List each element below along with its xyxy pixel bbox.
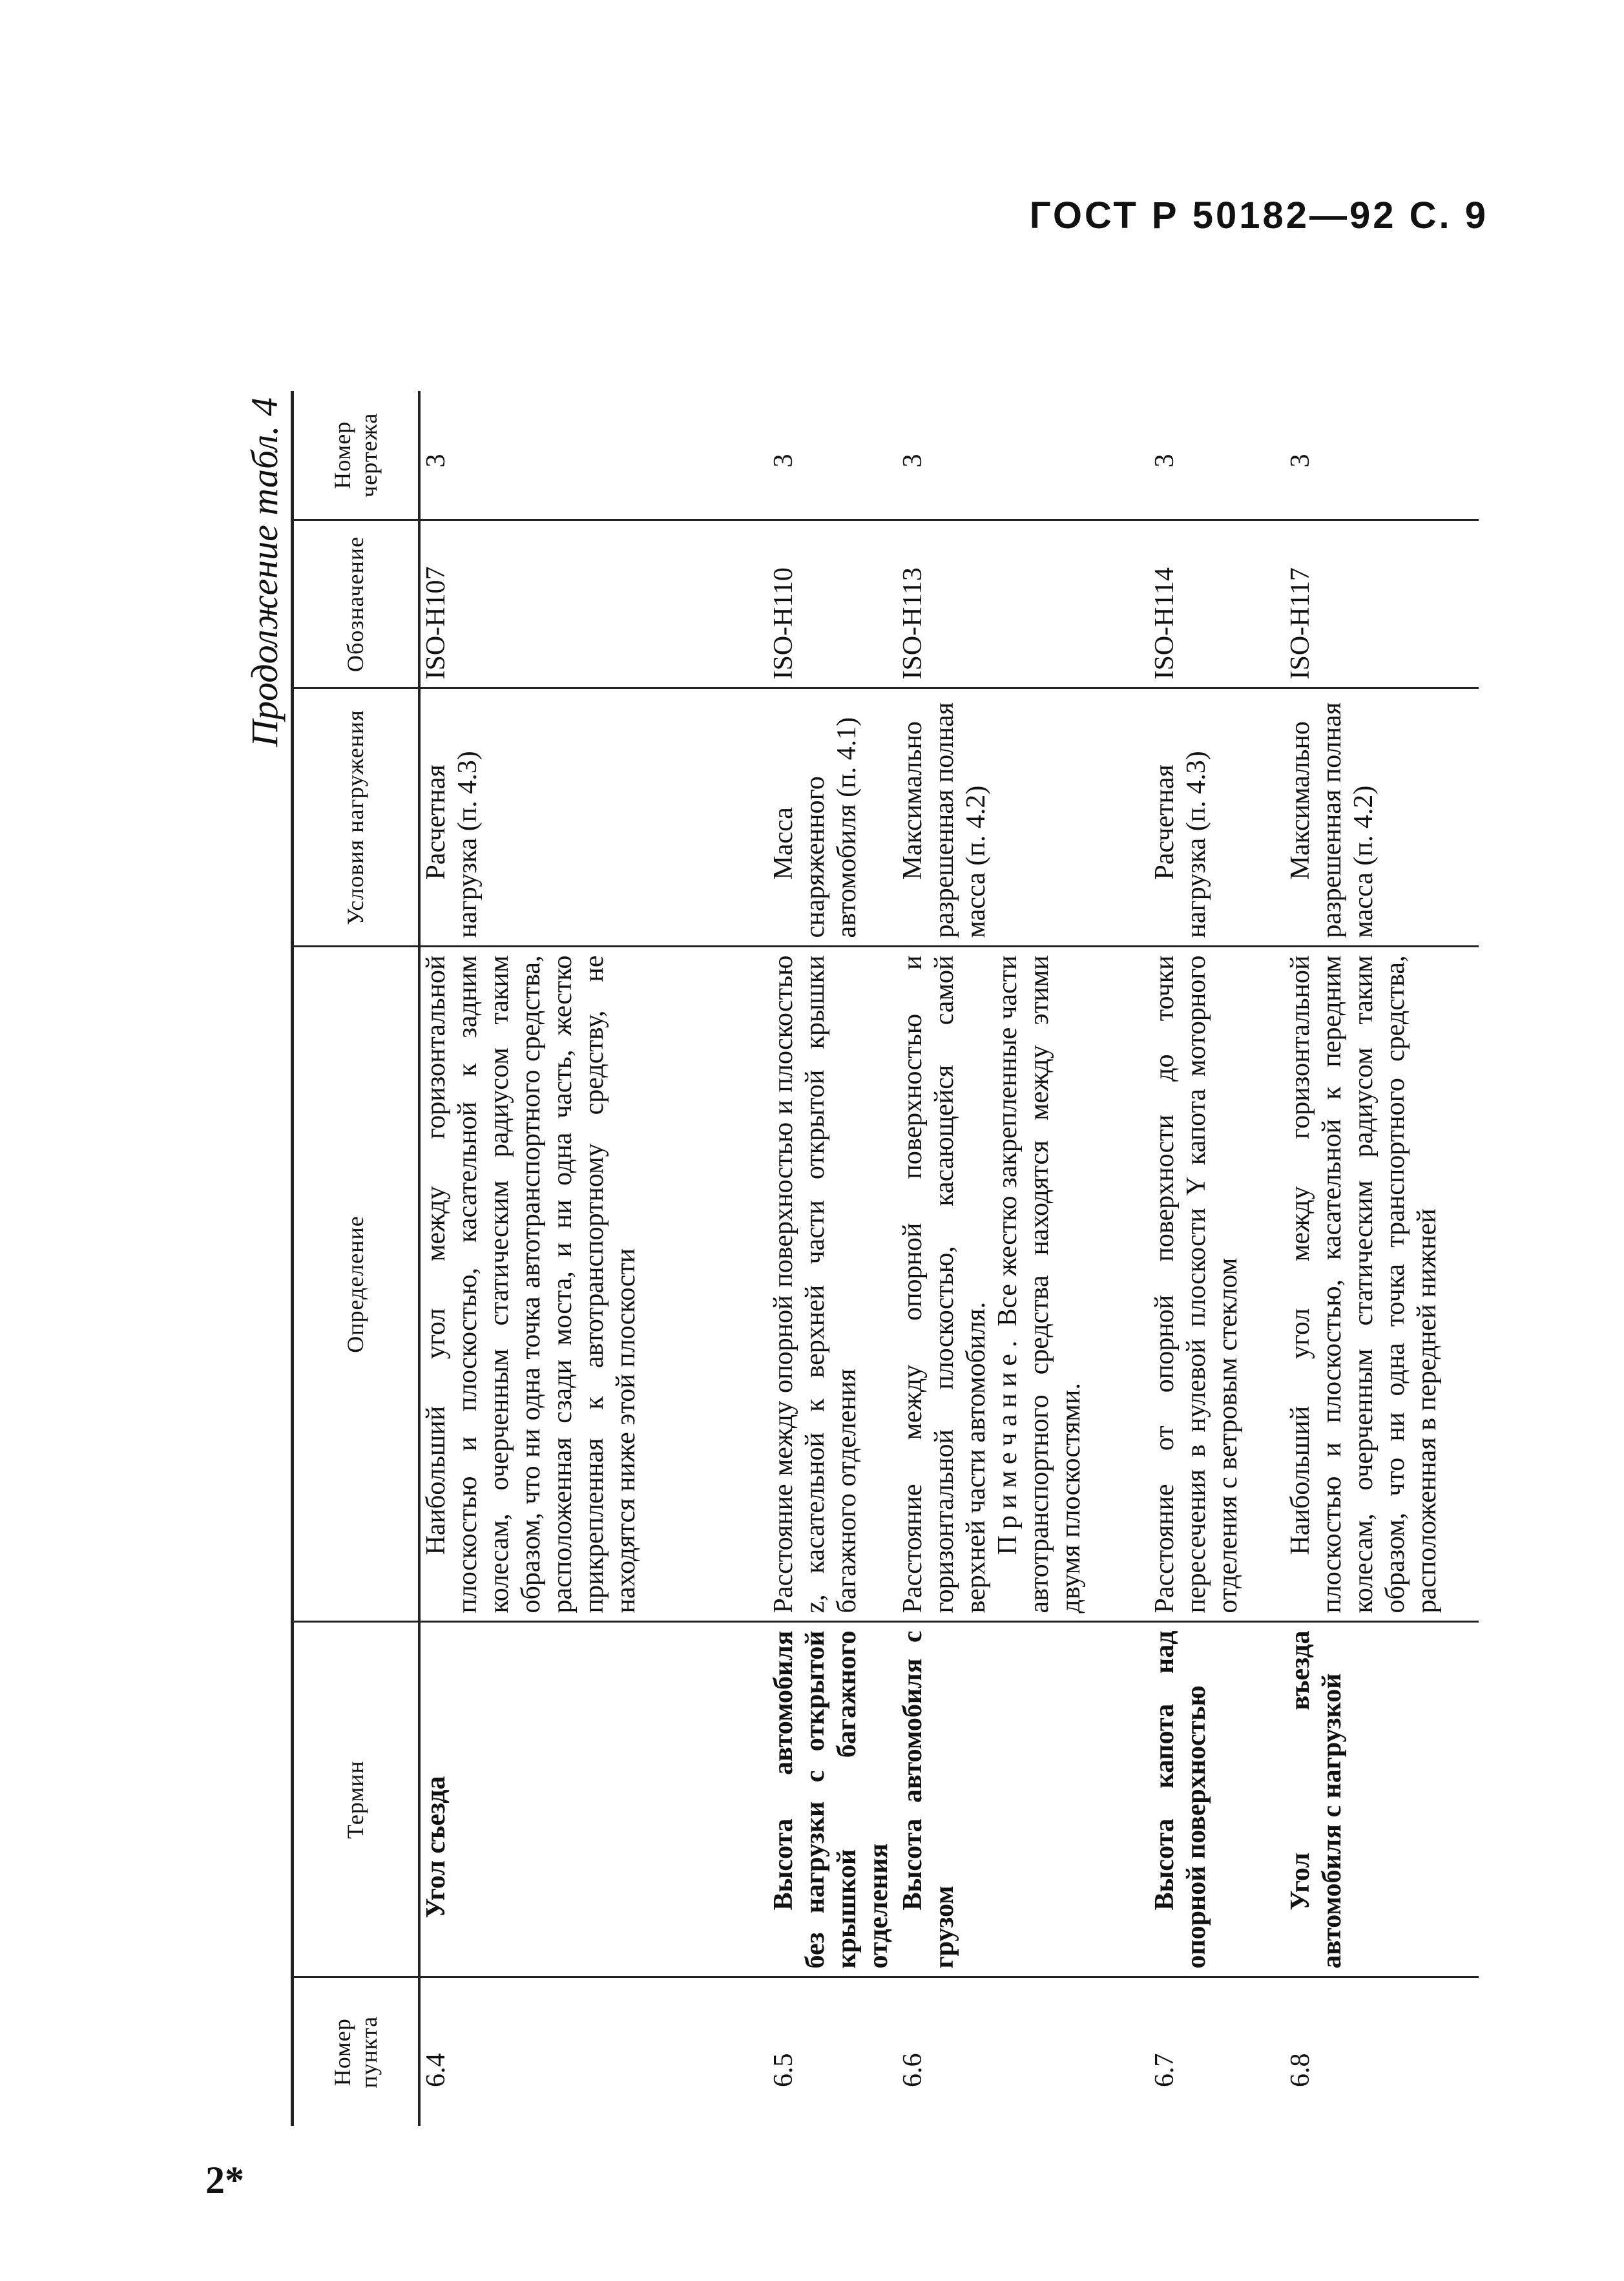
col-header-drawing: Номер чертежа [293,391,420,520]
col-header-num: Номер пункта [293,1977,420,2126]
table-caption: Продолжение табл. 4 [244,397,286,747]
col-header-term: Термин [293,1622,420,1977]
row-term: Высота автомобиля без нагрузки с открытой крышкой багажного отделения [768,1622,897,1977]
row-definition: Наибольший угол между горизонтальной плоскостью и плоскостью, касательной к задним колесам, очерченным статическим радиусом таким образом, что ни одна точка автотранспортного средства, расположенная сзади моста, и ни одна часть, жестко прикрепленная к автотранспортному средству, не находятся ниже этой плоскости [419,947,768,1622]
row-code: ISO-H113 [897,520,1149,688]
row-code: ISO-H117 [1285,520,1479,688]
terms-table [291,391,1479,2126]
row-number: 6.4 [419,1977,768,2126]
row-term: Угол съезда [419,1622,768,1977]
row-code: ISO-H110 [768,520,897,688]
row-number: 6.7 [1149,1977,1285,2126]
table-row [419,391,768,2126]
row-definition: Расстояние между опорной поверхностью и плоскостью z, касательной к верхней части открытой крышки багажного отделения [768,947,897,1622]
definition-text: Расстояние между опорной поверхностью и горизонтальной плоскостью, касающейся самой верхней части автомобиля. [898,955,991,1614]
row-number: 6.6 [897,1977,1149,2126]
table-row [1285,391,1479,2126]
row-code: ISO-H107 [419,520,768,688]
row-definition: Расстояние от опорной поверхности до точки пересечения в нулевой плоскости Y капота моторного отделения с ветровым стеклом [1149,947,1285,1622]
note-label: Примечание. [993,1334,1023,1555]
row-load: Максимально разрешенная полная масса (п. 4.2) [1285,688,1479,947]
row-drawing: 3 [419,391,768,520]
row-drawing: 3 [1285,391,1479,520]
row-code: ISO-H114 [1149,520,1285,688]
table-row [1149,391,1285,2126]
row-drawing: 3 [768,391,897,520]
row-number: 6.5 [768,1977,897,2126]
row-term: Высота капота над опорной поверхностью [1149,1622,1285,1977]
row-load: Масса снаряженного автомобиля (п. 4.1) [768,688,897,947]
row-number: 6.8 [1285,1977,1479,2126]
page-mark: 2* [205,2159,244,2202]
row-load: Расчетная нагрузка (п. 4.3) [419,688,768,947]
row-load: Максимально разрешенная полная масса (п. 4.2) [897,688,1149,947]
table-row [768,391,897,2126]
note-text: Все жестко закрепленные части автотранспортного средства находятся между этими двумя плоскостями. [993,955,1086,1614]
row-load: Расчетная нагрузка (п. 4.3) [1149,688,1285,947]
table-header-row [293,391,420,2126]
row-drawing: 3 [1149,391,1285,520]
row-term: Угол въезда автомобиля с нагрузкой [1285,1622,1479,1977]
row-drawing: 3 [897,391,1149,520]
row-term: Высота автомобиля с грузом [897,1622,1149,1977]
col-header-definition: Определение [293,947,420,1622]
definition-note [992,956,1087,1614]
col-header-load: Условия нагружения [293,688,420,947]
table-row [897,391,1149,2126]
row-definition: Наибольший угол между горизонтальной плоскостью и плоскостью, касательной к передним колесам, очерченным статическим радиусом таким образом, что ни одна точка транспортного средства, расположенная в передней нижней [1285,947,1479,1622]
page-header: ГОСТ Р 50182—92 С. 9 [1029,194,1488,237]
rotated-table-frame [239,391,1441,2126]
row-definition [897,947,1149,1622]
col-header-code: Обозначение [293,520,420,688]
